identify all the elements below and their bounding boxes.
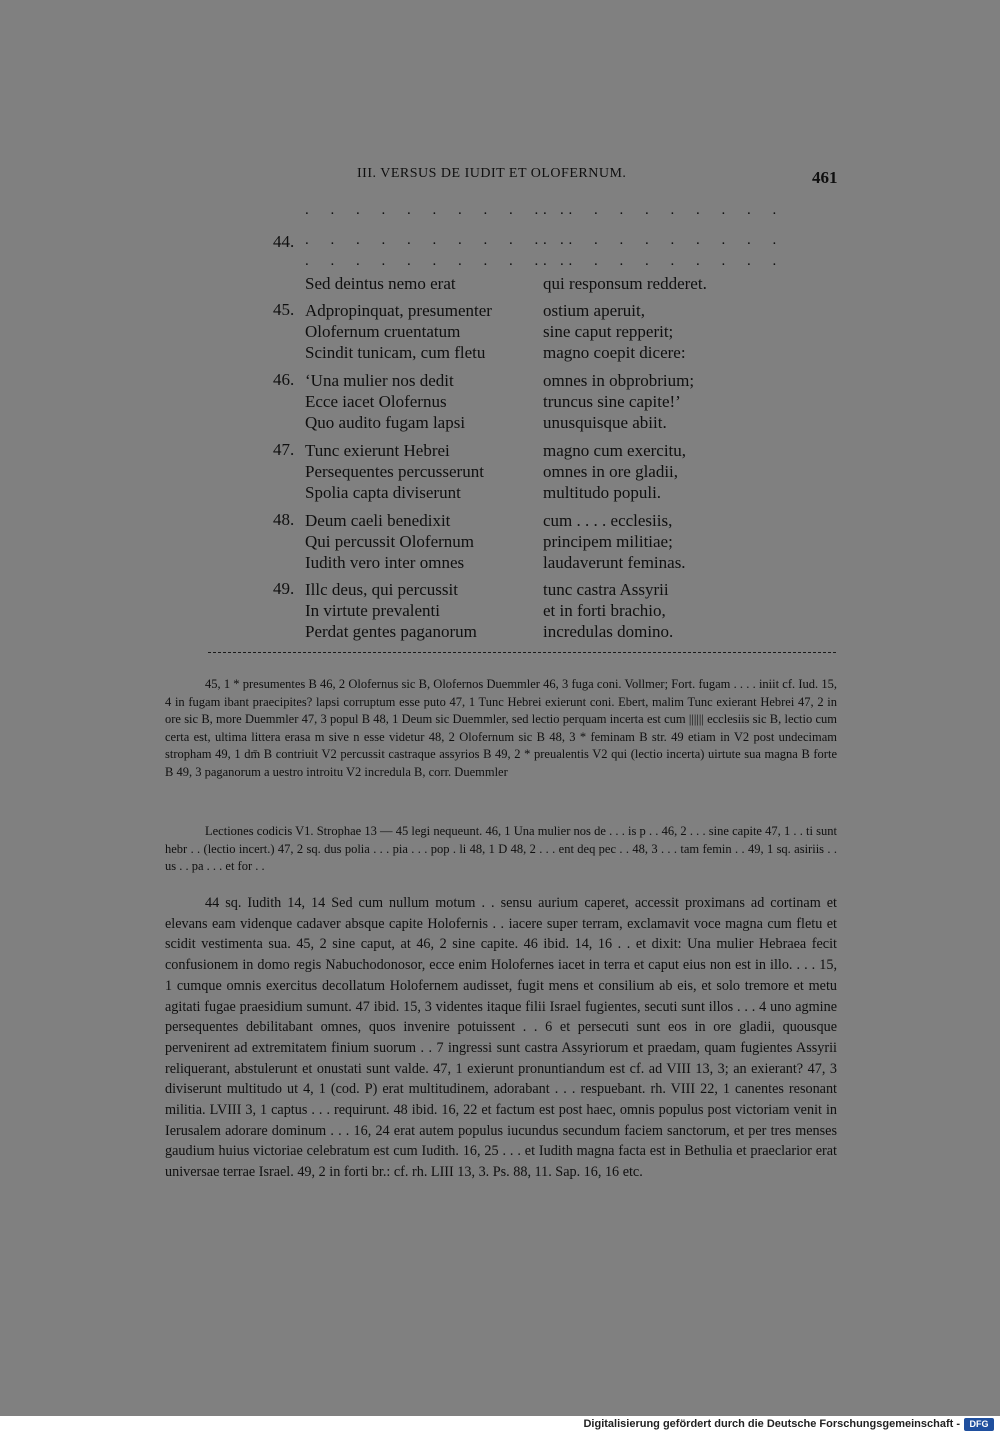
verse-line-right: magno coepit dicere: <box>543 343 686 362</box>
verse-line-left: Perdat gentes paganorum <box>305 622 477 641</box>
separator-rule <box>208 652 836 653</box>
lacuna-dots-left: . . . . . . . . . . . <box>305 202 573 218</box>
verse-line-left: Scindit tunicam, cum fletu <box>305 343 486 362</box>
verse-line-left: Iudith vero inter omnes <box>305 553 465 572</box>
verse-line-right: truncus sine capite!’ <box>543 392 681 411</box>
verse-line-left: Adpropinquat, presumenter <box>305 301 492 320</box>
critical-apparatus <box>165 676 837 781</box>
lacuna-dots-left: . . . . . . . . . . . <box>305 232 573 248</box>
stanza-number: 46. <box>273 370 295 389</box>
verse-line-left: Olofernum cruentatum <box>305 322 461 341</box>
verse-line-right: tunc castra Assyrii <box>543 580 669 599</box>
verse-line-left: Qui percussit Olofernum <box>305 532 475 551</box>
verse-line-right: magno cum exercitu, <box>543 441 687 460</box>
commentary-text: 44 sq. Iudith 14, 14 Sed cum nullum motum . . sensu aurium caperet, accessit proximans ad cortinam et elevans eam videnque cadaver absque capite Holofernis . . iacere super terram, exclamavit voce magna cum fletu et scidit vestimenta sua. 45, 2 sine caput, at 46, 2 sine capite. 46 ibid. 14, 16 . . et dixit: Una mulier Hebraea fecit confusionem in domo regis Nabuchodonosor, ecce enim Holofernes iacet in terra et caput eius non est in illo. . . . 15, 1 cumque omnis exercitus decollatum Holofernem audisset, fugit mens et consilium ab eis, et solo tremore et metu agitati fugae praesidium sumunt. 47 ibid. 15, 3 videntes itaque filii Israel fugientes, secuti sunt illos . . . 4 uno agmine persequentes debilitabant omnes, quos invenire potuissent . . 6 et persecuti sunt eos in ore gladii, quousque pervenirent ad extremitatem finium suorum . . 7 ingressi sunt castra Assyriorum et praedam, quam fugientes Assyrii reliquerant, abstulerunt et onustati sunt valde. 47, 1 exierunt pronuntiandum est cf. ad VIII 13, 3; an exierant? 47, 3 diviserunt multitudo ut 4, 1 (cod. P) erat multitudinem, adorabant . . . respuebant. rh. VIII 22, 1 canentes resonant militia. LVIII 3, 1 captus . . . requirunt. 48 ibid. 16, 22 et factum est post haec, omnis populus post victoriam venit in Ierusalem adorare dominum . . . 16, 24 erat autem populus iucundus secundum faciem sanctorum, et per tres menses gaudium huius victoriae celebratum est cum Iudith. 16, 25 . . . et Iudith magna facta est in Bethulia et praeclarior erat universae terrae Israel. 49, 2 in forti br.: cf. rh. LIII 13, 3. Ps. 88, 11. Sap. 16, 16 etc. <box>165 895 837 1181</box>
verse-line-right: incredulas domino. <box>543 622 674 641</box>
footer-bar <box>0 1416 1000 1434</box>
verse-line-right: omnes in obprobrium; <box>543 371 695 390</box>
verse-line-left: ‘Una mulier nos dedit <box>305 371 454 390</box>
verse-line-right: omnes in ore gladii, <box>543 462 679 481</box>
verse-line-left: Quo audito fugam lapsi <box>305 413 466 432</box>
verse-line-right: principem militiae; <box>543 532 673 551</box>
verse-line-left: Illc deus, qui percussit <box>305 580 458 599</box>
funding-notice: Digitalisierung gefördert durch die Deutsche Forschungsgemeinschaft - <box>583 1418 960 1430</box>
lacuna-dots-right: . . . . . . . . . . <box>543 253 786 269</box>
stanza-number-44: 44. <box>273 232 295 251</box>
running-header-title: III. VERSUS DE IUDIT ET OLOFERNUM. <box>357 166 627 181</box>
stanza-number: 45. <box>273 300 295 319</box>
stanza-number: 49. <box>273 579 295 598</box>
stanza-number: 47. <box>273 440 295 459</box>
verse-line-left: Spolia capta diviserunt <box>305 483 461 502</box>
verse-line-left: Deum caeli benedixit <box>305 511 451 530</box>
verse-line-right: cum . . . . ecclesiis, <box>543 511 673 530</box>
verse-line-left: Sed deintus nemo erat <box>305 274 456 293</box>
verse-line-right: qui responsum redderet. <box>543 274 707 293</box>
critical-notes: 45, 1 * presumentes B 46, 2 Olofernus sic B, Olofernos Duemmler 46, 3 fuga coni. Vollmer; Fort. fugam . . . . iniit cf. Iud. 15, 4 in fugam ibant praecipites? lapsi corruptum esse puto 47, 1 Tunc Hebrei exierunt coni. Ebert, malim Tunc exierant Hebrei 47, 2 in ore sic B, more Duemmler 47, 3 popul B 48, 1 Deum sic Duemmler, sed lectio perquam incerta est cum |||||| ecclesiis sic B, lectio cum certa est, ultima littera erasa m sive n esse videtur 48, 2 Olofernum sic B 48, 3 * feminam B str. 49 etiam in V2 post undecimam stropham 49, 1 dm̄ B contriuit V2 percussit castraque assyrios B 49, 2 * preualentis V2 qui (lectio incerta) uirtute sua magna B forte B 49, 3 paganorum a uestro introitu V2 incredula B, corr. Duemmler <box>165 677 837 779</box>
codex-notes: Lectiones codicis V1. Strophae 13 — 45 legi nequeunt. 46, 1 Una mulier nos de . . . is p . . 46, 2 . . . sine capite 47, 1 . . ti sunt hebr . . (lectio incert.) 47, 2 sq. dus polia . . . pia . . . pop . li 48, 1 D 48, 2 . . . ent deq pec . . 48, 3 . . . tam femin . . 49, 1 sq. asiriis . . us . . pa . . . et for . . <box>165 824 837 873</box>
dfg-logo: DFG <box>964 1418 994 1431</box>
stanza-number: 48. <box>273 510 295 529</box>
lacuna-dots-left: . . . . . . . . . . . <box>305 253 573 269</box>
verse-line-left: Persequentes percusserunt <box>305 462 484 481</box>
verse-line-right: laudaverunt feminas. <box>543 553 686 572</box>
lacuna-dots-right: . . . . . . . . . . <box>543 202 786 218</box>
verse-line-right: multitudo populi. <box>543 483 662 502</box>
page-number: 461 <box>812 168 838 187</box>
verse-line-left: Ecce iacet Olofernus <box>305 392 447 411</box>
verse-line-right: sine caput repperit; <box>543 322 674 341</box>
verse-line-right: et in forti brachio, <box>543 601 666 620</box>
verse-line-left: In virtute prevalenti <box>305 601 441 620</box>
verse-line-right: unusquisque abiit. <box>543 413 667 432</box>
source-commentary <box>165 893 837 1183</box>
codex-readings <box>165 823 837 876</box>
verse-line-left: Tunc exierunt Hebrei <box>305 441 450 460</box>
verse-line-right: ostium aperuit, <box>543 301 645 320</box>
lacuna-dots-right: . . . . . . . . . . <box>543 232 786 248</box>
